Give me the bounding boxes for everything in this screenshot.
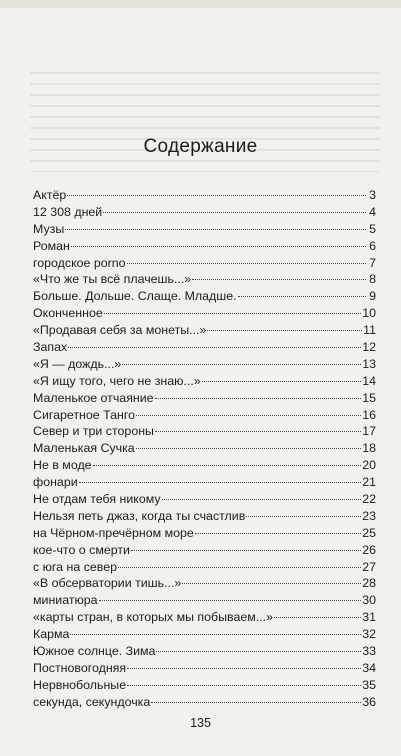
- dot-leader: [192, 279, 366, 280]
- toc-entry-title: с юга на север: [33, 559, 117, 574]
- toc-entry-page: 6: [369, 238, 376, 253]
- toc-entry-title: на Чёрном-пречёрном море: [33, 525, 194, 540]
- toc-entry-page: 9: [369, 289, 376, 304]
- dot-leader: [162, 499, 362, 500]
- toc-entry-page: 13: [362, 356, 376, 371]
- toc-entry-page: 4: [369, 204, 376, 219]
- toc-entry-title: Маленькое отчаяние: [33, 390, 154, 405]
- dot-leader: [93, 465, 362, 466]
- toc-entry-page: 3: [369, 188, 376, 202]
- dot-leader: [136, 448, 362, 449]
- toc-entry-title: Актёр: [33, 188, 67, 202]
- page-number: 135: [190, 716, 211, 730]
- toc-entry: [33, 339, 376, 356]
- toc-entry: [33, 474, 376, 491]
- toc-entry-page: 7: [369, 255, 376, 270]
- toc-entry: [33, 660, 376, 677]
- toc-entry: [33, 457, 376, 474]
- toc-entry: [33, 575, 376, 592]
- toc-entry-title: кое-что о смерти: [33, 542, 130, 557]
- toc-entry: [33, 390, 376, 407]
- toc-entry-title: «Что же ты всё плачешь...»: [33, 272, 192, 287]
- toc-entry: [33, 677, 376, 694]
- dot-leader: [207, 330, 362, 331]
- toc-entry-title: «Продавая себя за монеты...»: [33, 323, 207, 338]
- toc-entry-title: Сигаретное Танго: [33, 407, 136, 422]
- toc-entry-title: миниатюра: [33, 593, 98, 608]
- toc-entry-title: Нельзя петь джаз, когда ты счастлив: [33, 508, 246, 523]
- toc-entry-page: 23: [362, 508, 376, 523]
- toc-entry: [33, 694, 376, 711]
- toc-entry-page: 28: [362, 576, 376, 591]
- toc-entry-title: «Я — дождь...»: [33, 356, 122, 371]
- toc-entry: [33, 204, 376, 221]
- toc-entry-page: 10: [362, 306, 376, 321]
- toc-entry-title: Постновогодняя: [33, 660, 127, 675]
- toc-entry-title: секунда, секундочка: [33, 694, 151, 709]
- toc-entry-page: 32: [362, 627, 376, 642]
- toc-entry-page: 21: [362, 475, 376, 490]
- toc-entry-page: 5: [369, 221, 376, 236]
- dot-leader: [202, 381, 362, 382]
- toc-entry-page: 22: [362, 492, 376, 507]
- dot-leader: [195, 533, 361, 534]
- toc-entry: [33, 238, 376, 255]
- toc-entry: [33, 407, 376, 424]
- toc-entry-title: 12 308 дней: [33, 204, 103, 219]
- toc-entry-page: 26: [362, 542, 376, 557]
- toc-entry: [33, 626, 376, 643]
- toc-entry: [33, 542, 376, 559]
- toc-entry-title: Оконченное: [33, 306, 103, 321]
- toc-entry-page: 8: [369, 272, 376, 287]
- dot-leader: [155, 431, 361, 432]
- toc-entry: [33, 609, 376, 626]
- toc-entry: [33, 525, 376, 542]
- toc-entry: [33, 221, 376, 238]
- toc-entry-title: Нервнобольные: [33, 677, 127, 692]
- dot-leader: [131, 550, 361, 551]
- toc-entry: [33, 255, 376, 272]
- toc-entry-page: 35: [362, 677, 376, 692]
- toc-entry: [33, 305, 376, 322]
- dot-leader: [122, 364, 361, 365]
- toc-entry-title: Маленькая Сучка: [33, 441, 135, 456]
- toc-entry-title: фонари: [33, 475, 78, 490]
- toc-entry-page: 17: [362, 424, 376, 439]
- toc-entry-page: 36: [362, 694, 376, 709]
- toc-entry: [33, 508, 376, 525]
- toc-entry-title: городское porno: [33, 255, 126, 270]
- toc-entry-title: Не отдам тебя никому: [33, 492, 161, 507]
- dot-leader: [155, 398, 362, 399]
- toc-entry-page: 30: [362, 593, 376, 608]
- toc-entry: [33, 491, 376, 508]
- toc-entry: [33, 356, 376, 373]
- toc-entry-title: Карма: [33, 627, 70, 642]
- toc-entry-page: 18: [362, 441, 376, 456]
- dot-leader: [238, 296, 366, 297]
- contents-heading: Содержание: [143, 136, 258, 157]
- toc-entry-page: 15: [362, 390, 376, 405]
- table-of-contents: [33, 187, 376, 711]
- toc-entry-title: Музы: [33, 221, 65, 236]
- dot-leader: [118, 567, 361, 568]
- toc-entry: [33, 559, 376, 576]
- toc-entry: [33, 373, 376, 390]
- dot-leader: [103, 212, 366, 213]
- dot-leader: [156, 651, 361, 652]
- dot-leader: [136, 415, 361, 416]
- dot-leader: [65, 229, 366, 230]
- toc-entry-page: 20: [362, 458, 376, 473]
- toc-entry-page: 25: [362, 525, 376, 540]
- toc-entry-title: Роман: [33, 238, 70, 253]
- dot-leader: [70, 634, 361, 635]
- dot-leader: [104, 313, 361, 314]
- toc-entry: [33, 322, 376, 339]
- toc-entry: [33, 592, 376, 609]
- dot-leader: [182, 583, 361, 584]
- page-top-edge: [0, 0, 401, 8]
- toc-entry-title: «карты стран, в которых мы побываем...»: [33, 610, 273, 625]
- toc-entry-title: «В обсерватории тишь...»: [33, 576, 182, 591]
- toc-entry-page: 16: [362, 407, 376, 422]
- dot-leader: [79, 482, 362, 483]
- toc-entry-title: Южное солнце. Зима: [33, 644, 156, 659]
- dot-leader: [71, 246, 366, 247]
- toc-entry: [33, 440, 376, 457]
- dot-leader: [151, 702, 361, 703]
- toc-entry: [33, 271, 376, 288]
- toc-entry: [33, 643, 376, 660]
- toc-entry-page: 33: [362, 644, 376, 659]
- toc-entry: [33, 187, 376, 204]
- dot-leader: [99, 600, 362, 601]
- toc-entry: [33, 288, 376, 305]
- dot-leader: [67, 195, 366, 196]
- toc-entry-page: 12: [362, 340, 376, 355]
- toc-entry-page: 31: [362, 610, 376, 625]
- toc-entry-page: 27: [362, 559, 376, 574]
- toc-entry-page: 14: [362, 373, 376, 388]
- toc-entry-page: 34: [362, 660, 376, 675]
- toc-entry: [33, 423, 376, 440]
- dot-leader: [274, 617, 361, 618]
- dot-leader: [127, 668, 361, 669]
- toc-entry-title: Запах: [33, 340, 68, 355]
- toc-entry-title: Не в моде: [33, 458, 92, 473]
- dot-leader: [127, 685, 361, 686]
- toc-entry-page: 11: [363, 323, 376, 338]
- dot-leader: [68, 347, 361, 348]
- toc-entry-title: Север и три стороны: [33, 424, 154, 439]
- toc-entry-title: «Я ищу того, чего не знаю...»: [33, 373, 201, 388]
- toc-entry-title: Больше. Дольше. Слаще. Младше.: [33, 289, 237, 304]
- dot-leader: [246, 516, 361, 517]
- dot-leader: [127, 263, 366, 264]
